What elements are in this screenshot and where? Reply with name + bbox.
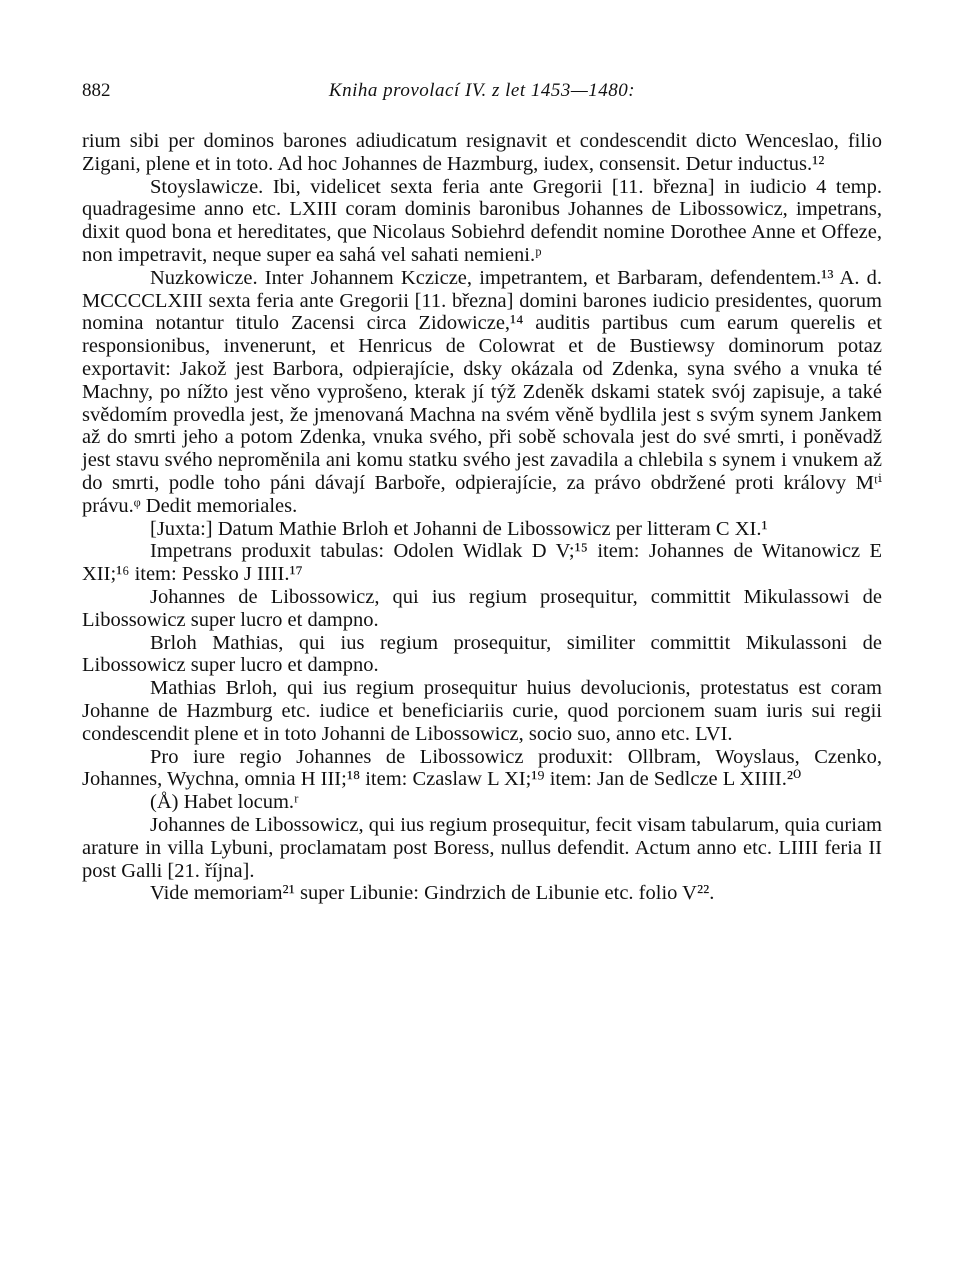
paragraph: Vide memoriam²¹ super Libunie: Gindrzich de Libunie etc. folio V²².	[150, 882, 715, 905]
paragraph: rium sibi per dominos barones adiudicatum resignavit et condescendit dicto Wenceslao, filio Zigani, plene et in toto. Ad hoc Johannes de Hazmburg, iudex, consensit. Detur inductus.¹²	[82, 130, 882, 175]
paragraph: Johannes de Libossowicz, qui ius regium prosequitur, fecit visam tabularum, quia curiam arature in villa Lybuni, proclamatam post Boress, nullus defendit. Actum anno etc. LIIII feria II post Galli [21. října].	[82, 813, 882, 882]
paragraph: [Juxta:] Datum Mathie Brloh et Johanni de Libossowicz per litteram C XI.¹	[150, 517, 768, 540]
page-number: 882	[82, 80, 111, 101]
running-title: Kniha provolací IV. z let 1453—1480:	[328, 80, 636, 101]
paragraph: Johannes de Libossowicz, qui ius regium prosequitur, committit Mikulassowi de Libossowicz super lucro et dampno.	[82, 585, 882, 631]
paragraph: Mathias Brloh, qui ius regium prosequitur huius devolucionis, protestatus est coram Johanne de Hazmburg etc. iudice et beneficiariis curie, quod porcionem suam iuris sui regii condescendit plene et in toto Johanni de Libossowicz, socio suo, anno etc. LVI.	[82, 677, 882, 745]
document-body	[82, 130, 882, 905]
paragraph: Pro iure regio Johannes de Libossowicz produxit: Ollbram, Woyslaus, Czenko, Johannes, Wychna, omnia H III;¹⁸ item: Czaslaw L XI;¹⁹ item: Jan de Sedlcze L XIIII.²⁰	[82, 745, 882, 791]
paragraph: Nuzkowicze. Inter Johannem Kczicze, impetrantem, et Barbaram, defendentem.¹³ A. d. MCCCCLXIII sexta feria ante Gregorii [11. března] domini barones iudicio presidentes, quorum nomina notantur titulo Zacensi circa Zidowicze,¹⁴ auditis partibus cum earum querelis et responsionibus, invenerunt, et Henricus de Colowrat et de Bustiewsy dominorum potaz exportavit: Jakož jest Barbora, odpierajície, dsky okázala od Zdenka, syna svého a vnuka té Machny, po nížto jest věno vyprošeno, kterak jí týž Zdeněk dskami statek svój zapisuje, a také svědomím provedla jest, že jmenovaná Machna na svém věně bydlila jest s svým synem Jankem až do smrti jeho a potom Zdenka, vnuka svého, při sobě schovala jest do své smrti, i poněvadž jest stavu svého neproměnila ani komu statku svého jest zavadila a chlebila s synem i vnukem až do smrti, podle toho páni dávají Barboře, odpierajície, za právo obdržené proti královy Mᵗⁱ právu.ᵠ Dedit memoriales.	[82, 266, 882, 517]
paragraph: (Å) Habet locum.ʳ	[150, 791, 299, 814]
paragraph: Brloh Mathias, qui ius regium prosequitur, similiter committit Mikulassoni de Libossowicz super lucro et dampno.	[82, 631, 882, 677]
paragraph: Stoyslawicze. Ibi, videlicet sexta feria ante Gregorii [11. března] in iudicio 4 temp. quadragesime anno etc. LXIII coram dominis baronibus Johannes de Libossowicz, impetrans, dixit quod bona et hereditates, que Nicolaus Sobiehrd defendit nomine Dorothee Anne et Offeze, non impetravit, neque super ea sahá vel sahati nemieni.ᵖ	[82, 175, 882, 266]
paragraph: Impetrans produxit tabulas: Odolen Widlak D V;¹⁵ item: Johannes de Witanowicz E XII;¹⁶ item: Pessko J IIII.¹⁷	[82, 540, 882, 586]
running-header	[82, 80, 882, 104]
